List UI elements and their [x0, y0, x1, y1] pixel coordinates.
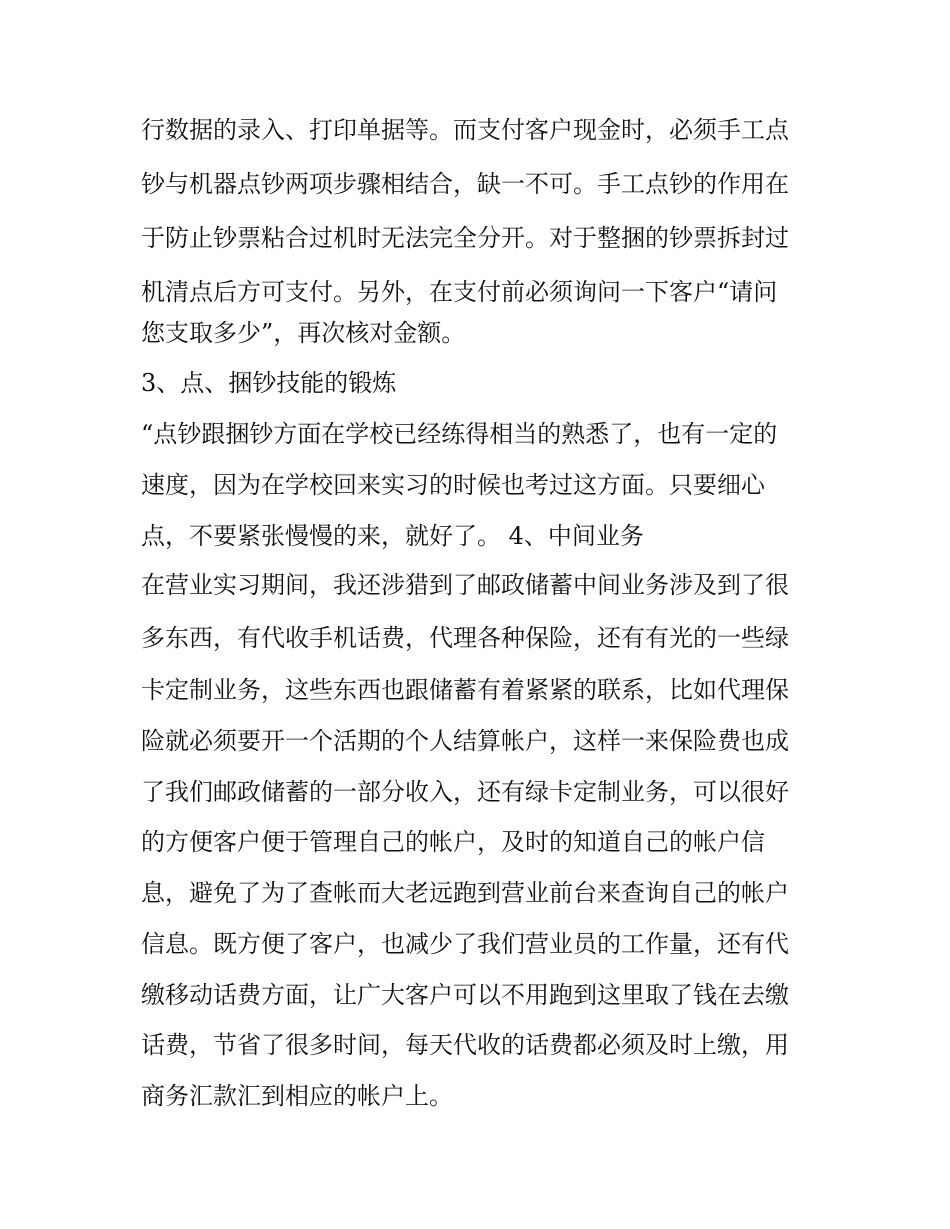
text-line: 于防止钞票粘合过机时无法完全分开。对于整捆的钞票拆封过 [141, 224, 789, 252]
text-line: 在营业实习期间，我还涉猎到了邮政储蓄中间业务涉及到了很 [141, 571, 789, 599]
text-line: “点钞跟捆钞方面在学校已经练得相当的熟悉了，也有一定的 [141, 420, 778, 448]
text-line: 话费，节省了很多时间，每天代收的话费都必须及时上缴，用 [141, 1031, 789, 1059]
text-line: 多东西，有代收手机话费，代理各种保险，还有有光的一些绿 [141, 624, 789, 652]
text-line: 缴移动话费方面，让广大客户可以不用跑到这里取了钱在去缴 [141, 981, 789, 1009]
text-line: 速度，因为在学校回来实习的时候也考过这方面。只要细心 [141, 471, 765, 499]
text-line: 信息。既方便了客户，也减少了我们营业员的工作量，还有代 [141, 930, 789, 958]
section-heading: 3、点、捆钞技能的锻炼 [141, 369, 397, 397]
text-line: 的方便客户便于管理自己的帐户，及时的知道自己的帐户信 [141, 828, 765, 856]
text-line: 险就必须要开一个活期的个人结算帐户，这样一来保险费也成 [141, 727, 789, 755]
text-line: 机清点后方可支付。另外，在支付前必须询问一下客户“请问 [141, 278, 778, 306]
text-line: 您支取多少”，再次核对金额。 [141, 319, 466, 347]
text-line: 行数据的录入、打印单据等。而支付客户现金时，必须手工点 [141, 116, 789, 144]
text-line: 卡定制业务，这些东西也跟储蓄有着紧紧的联系，比如代理保 [141, 676, 789, 704]
text-line: 了我们邮政储蓄的一部分收入，还有绿卡定制业务，可以很好 [141, 778, 789, 806]
text-line: 点，不要紧张慢慢的来，就好了。 4、中间业务 [141, 522, 644, 550]
text-line: 息，避免了为了查帐而大老远跑到营业前台来查询自己的帐户 [141, 879, 789, 907]
text-line: 钞与机器点钞两项步骤相结合，缺一不可。手工点钞的作用在 [141, 170, 789, 198]
text-line: 商务汇款汇到相应的帐户上。 [141, 1082, 453, 1110]
